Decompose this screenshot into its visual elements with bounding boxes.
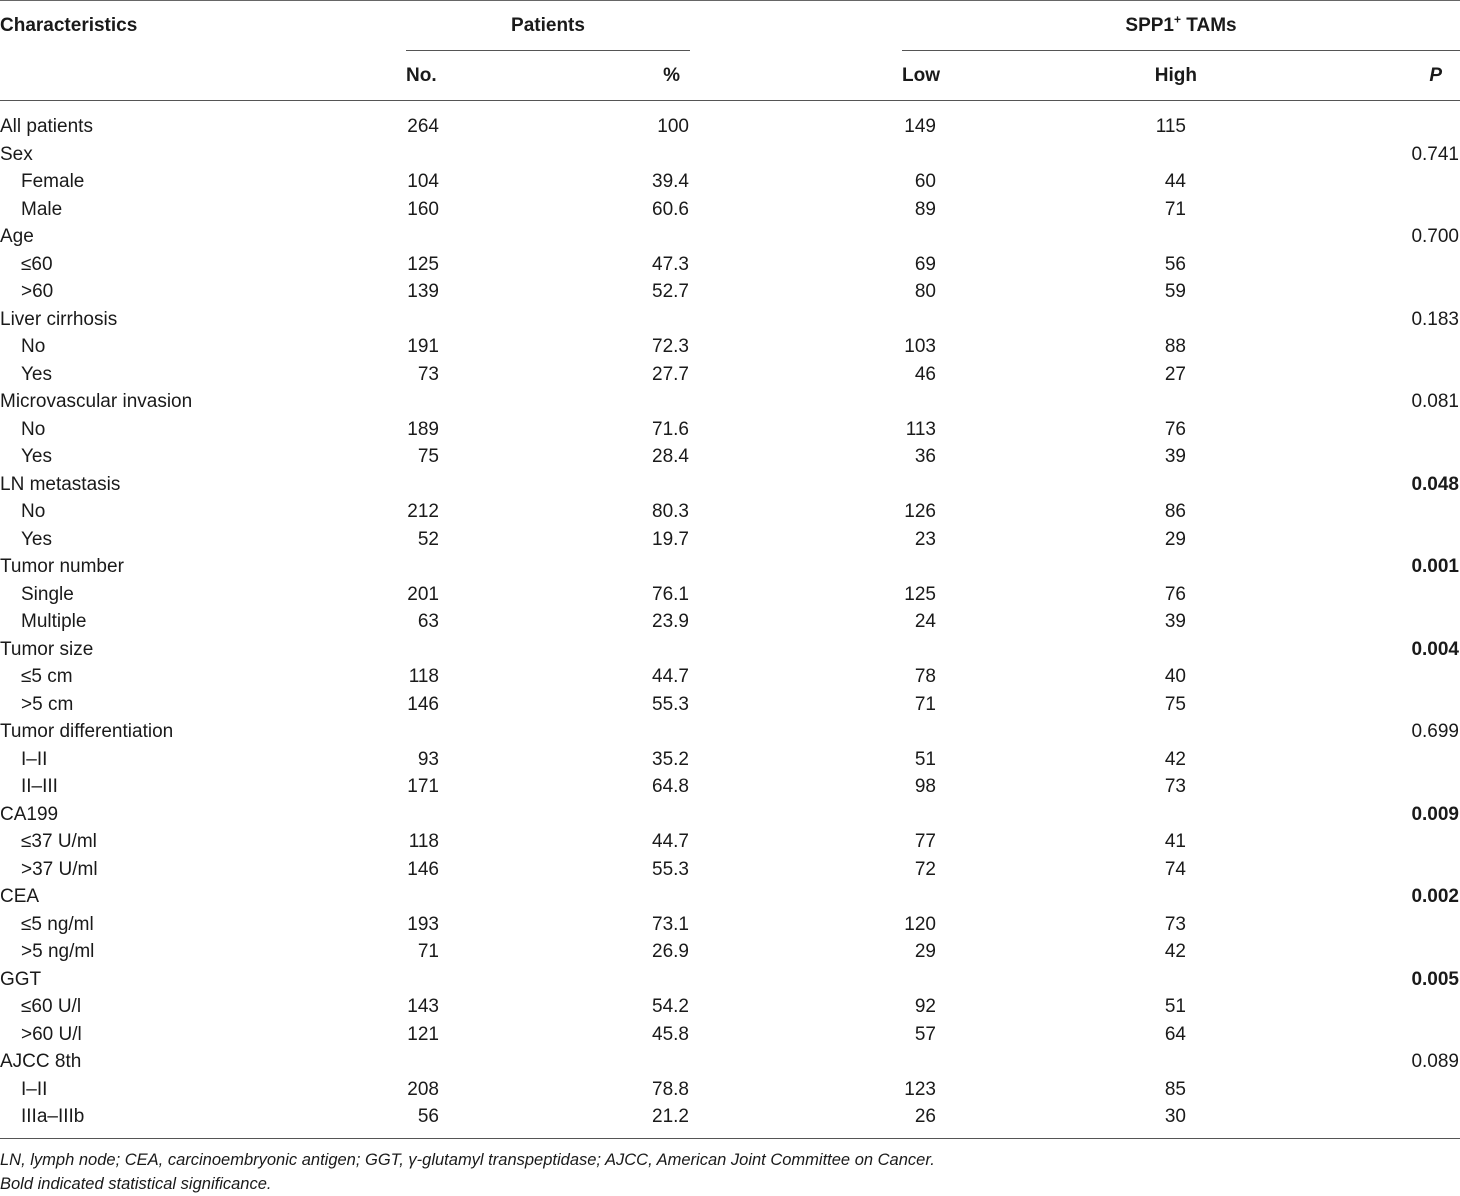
table-row (0, 856, 1460, 884)
cell-no: 56 (417, 1106, 439, 1127)
table-row (0, 471, 1460, 499)
row-label: CEA (0, 886, 40, 907)
cell-low: 149 (904, 116, 936, 137)
cell-low: 71 (914, 693, 936, 715)
row-label: >5 ng/ml (21, 941, 95, 962)
header-high: High (1154, 65, 1197, 86)
row-label: II–III (21, 776, 58, 797)
row-label: >37 U/ml (21, 858, 98, 880)
table-body (0, 113, 1460, 1131)
header-bottom-rule (0, 100, 1460, 101)
cell-low: 26 (914, 1106, 936, 1127)
cell-high: 29 (1164, 528, 1186, 550)
cell-no: 118 (408, 666, 439, 687)
cell-high: 42 (1164, 748, 1186, 770)
table-row (0, 911, 1460, 939)
table-row (0, 966, 1460, 994)
table-row (0, 1048, 1460, 1076)
table-row (0, 608, 1460, 636)
row-label: Tumor size (0, 638, 94, 660)
row-label: ≤5 ng/ml (21, 913, 94, 935)
header-low: Low (902, 65, 940, 86)
row-label: >5 cm (21, 693, 74, 715)
cell-no: 121 (407, 1023, 439, 1045)
row-label: >60 (21, 281, 54, 302)
table-row (0, 223, 1460, 251)
cell-percent: 54.2 (652, 996, 689, 1017)
cell-p-value: 0.699 (1411, 721, 1459, 742)
cell-no: 125 (407, 253, 439, 275)
cell-high: 39 (1164, 446, 1186, 467)
cell-no: 52 (417, 528, 439, 550)
table-row (0, 113, 1460, 141)
cell-no: 71 (417, 941, 439, 962)
cell-low: 29 (914, 941, 936, 962)
cell-high: 64 (1164, 1023, 1186, 1045)
footnote-abbreviations: LN, lymph node; CEA, carcinoembryonic antigen; GGT, γ-glutamyl transpeptidase; AJCC, American Joint Committee on Cancer. (0, 1151, 935, 1169)
cell-no: 191 (407, 336, 439, 357)
cell-p-value: 0.700 (1411, 226, 1459, 247)
cell-high: 88 (1164, 336, 1186, 357)
row-label: CA199 (0, 803, 59, 825)
cell-low: 120 (904, 913, 936, 935)
row-label: GGT (0, 968, 42, 990)
row-label: Age (0, 226, 34, 247)
cell-percent: 52.7 (652, 281, 689, 302)
header-p-value: P (1429, 65, 1442, 86)
table-row (0, 278, 1460, 306)
cell-high: 39 (1164, 611, 1186, 632)
cell-high: 42 (1164, 941, 1186, 962)
cell-low: 80 (914, 281, 936, 302)
table-row (0, 141, 1460, 169)
row-label: No (21, 418, 46, 440)
table-row (0, 993, 1460, 1021)
row-label: Yes (21, 528, 52, 550)
cell-no: 208 (407, 1078, 439, 1100)
cell-no: 118 (408, 831, 439, 852)
cell-low: 46 (914, 363, 936, 385)
cell-percent: 27.7 (652, 363, 689, 385)
table-row (0, 883, 1460, 911)
cell-p-value: 0.001 (1411, 556, 1459, 577)
table-row (0, 773, 1460, 801)
row-label: Sex (0, 143, 33, 165)
cell-p-value: 0.048 (1411, 473, 1459, 495)
cell-high: 73 (1164, 913, 1186, 935)
cell-no: 264 (407, 116, 439, 137)
table-row (0, 1021, 1460, 1049)
row-label: No (21, 501, 46, 522)
cell-high: 115 (1155, 116, 1186, 137)
cell-no: 63 (417, 611, 439, 632)
cell-high: 44 (1164, 171, 1186, 192)
cell-low: 125 (904, 583, 936, 605)
header-percent: % (663, 65, 680, 86)
cell-p-value: 0.004 (1411, 638, 1459, 660)
cell-low: 51 (914, 748, 936, 770)
cell-percent: 60.6 (652, 198, 689, 220)
cell-high: 75 (1164, 693, 1186, 715)
cell-high: 59 (1164, 281, 1186, 302)
header-characteristics: Characteristics (0, 15, 138, 36)
table-row (0, 251, 1460, 279)
row-label: Multiple (21, 611, 87, 632)
table-row (0, 416, 1460, 444)
table-row (0, 938, 1460, 966)
row-label: Tumor differentiation (0, 721, 174, 742)
cell-percent: 44.7 (652, 666, 689, 687)
row-label: I–II (21, 748, 48, 770)
table-row (0, 388, 1460, 416)
cell-percent: 71.6 (652, 418, 689, 440)
cell-low: 60 (914, 171, 936, 192)
row-label: Tumor number (0, 556, 124, 577)
row-label: Single (21, 583, 74, 605)
cell-no: 73 (417, 363, 439, 385)
cell-percent: 45.8 (652, 1023, 689, 1045)
cell-low: 77 (914, 831, 936, 852)
cell-percent: 55.3 (652, 858, 689, 880)
cell-low: 103 (904, 336, 936, 357)
cell-high: 73 (1164, 776, 1186, 797)
cell-percent: 35.2 (652, 748, 689, 770)
cell-percent: 44.7 (652, 831, 689, 852)
cell-p-value: 0.005 (1411, 968, 1459, 990)
cell-percent: 72.3 (652, 336, 689, 357)
row-label: Microvascular invasion (0, 391, 193, 412)
table-row (0, 306, 1460, 334)
cell-low: 89 (914, 198, 936, 220)
cell-low: 113 (905, 418, 936, 440)
cell-high: 74 (1164, 858, 1186, 880)
header-spp1-prefix: SPP1 (1125, 15, 1174, 36)
cell-no: 75 (417, 446, 439, 467)
cell-percent: 76.1 (652, 583, 689, 605)
table-row (0, 581, 1460, 609)
header-spp1-sup: + (1173, 12, 1181, 27)
table-row (0, 1076, 1460, 1104)
footnote-bold-note: Bold indicated statistical significance. (0, 1175, 272, 1193)
cell-no: 160 (407, 198, 439, 220)
cell-low: 92 (914, 996, 936, 1017)
cell-high: 76 (1164, 583, 1186, 605)
table-row (0, 333, 1460, 361)
cell-low: 98 (914, 776, 936, 797)
table-row (0, 361, 1460, 389)
cell-percent: 80.3 (652, 501, 689, 522)
row-label: Liver cirrhosis (0, 308, 118, 330)
header-no: No. (406, 65, 437, 86)
cell-low: 24 (914, 611, 936, 632)
spp1-group-rule (902, 50, 1460, 51)
cell-high: 30 (1164, 1106, 1186, 1127)
cell-no: 93 (417, 748, 439, 770)
cell-high: 76 (1164, 418, 1186, 440)
row-label: ≤5 cm (21, 666, 73, 687)
patients-group-rule (406, 50, 690, 51)
row-label: Male (21, 198, 63, 220)
table-row (0, 498, 1460, 526)
row-label: No (21, 336, 46, 357)
row-label: Yes (21, 446, 52, 467)
table-row (0, 718, 1460, 746)
row-label: Female (21, 171, 85, 192)
table-row (0, 526, 1460, 554)
table-row (0, 553, 1460, 581)
cell-no: 171 (407, 776, 439, 797)
cell-high: 27 (1164, 363, 1186, 385)
table-row (0, 663, 1460, 691)
row-label: ≤60 U/l (21, 996, 82, 1017)
cell-low: 72 (914, 858, 936, 880)
cell-no: 201 (407, 583, 439, 605)
cell-p-value: 0.741 (1411, 143, 1459, 165)
cell-p-value: 0.089 (1411, 1051, 1459, 1072)
cell-low: 69 (914, 253, 936, 275)
cell-low: 126 (904, 501, 936, 522)
cell-percent: 73.1 (652, 913, 689, 935)
table-row (0, 801, 1460, 829)
cell-high: 40 (1164, 666, 1186, 687)
cell-no: 139 (407, 281, 439, 302)
cell-low: 123 (904, 1078, 936, 1100)
cell-high: 86 (1164, 501, 1186, 522)
cell-high: 41 (1164, 831, 1186, 852)
header-spp1-tams (902, 14, 1460, 38)
cell-percent: 39.4 (652, 171, 689, 192)
cell-p-value: 0.002 (1411, 886, 1459, 907)
table-row (0, 691, 1460, 719)
table-row (0, 636, 1460, 664)
cell-percent: 28.4 (652, 446, 689, 467)
row-label: All patients (0, 116, 93, 137)
cell-p-value: 0.081 (1411, 391, 1459, 412)
row-label: Yes (21, 363, 52, 385)
cell-percent: 26.9 (652, 941, 689, 962)
cell-high: 85 (1164, 1078, 1186, 1100)
row-label: >60 U/l (21, 1023, 82, 1045)
cell-high: 51 (1164, 996, 1186, 1017)
table-row (0, 828, 1460, 856)
table-bottom-rule (0, 1138, 1460, 1139)
table-top-rule (0, 0, 1460, 1)
cell-no: 212 (407, 501, 439, 522)
table-row (0, 443, 1460, 471)
cell-low: 23 (914, 528, 936, 550)
cell-high: 56 (1164, 253, 1186, 275)
cell-no: 104 (407, 171, 439, 192)
cell-percent: 47.3 (652, 253, 689, 275)
cell-no: 146 (407, 693, 439, 715)
cell-high: 71 (1164, 198, 1186, 220)
cell-percent: 21.2 (652, 1106, 689, 1127)
cell-p-value: 0.009 (1411, 803, 1459, 825)
cell-percent: 19.7 (652, 528, 689, 550)
cell-no: 193 (407, 913, 439, 935)
table-row (0, 746, 1460, 774)
row-label: LN metastasis (0, 473, 121, 495)
table-row (0, 196, 1460, 224)
row-label: IIIa–IIIb (21, 1106, 85, 1127)
table-row (0, 1103, 1460, 1131)
cell-low: 57 (914, 1023, 936, 1045)
cell-low: 36 (914, 446, 936, 467)
row-label: ≤37 U/ml (21, 831, 97, 852)
cell-percent: 78.8 (652, 1078, 689, 1100)
row-label: ≤60 (21, 253, 53, 275)
cell-percent: 100 (657, 116, 689, 137)
cell-p-value: 0.183 (1411, 308, 1459, 330)
cell-no: 143 (407, 996, 439, 1017)
row-label: I–II (21, 1078, 48, 1100)
table-row (0, 168, 1460, 196)
header-spp1-suffix: TAMs (1181, 15, 1237, 36)
cell-no: 189 (407, 418, 439, 440)
cell-percent: 55.3 (652, 693, 689, 715)
cell-percent: 64.8 (652, 776, 689, 797)
row-label: AJCC 8th (0, 1051, 82, 1072)
cell-low: 78 (914, 666, 936, 687)
header-patients: Patients (511, 15, 585, 36)
cell-percent: 23.9 (652, 611, 689, 632)
cell-no: 146 (407, 858, 439, 880)
